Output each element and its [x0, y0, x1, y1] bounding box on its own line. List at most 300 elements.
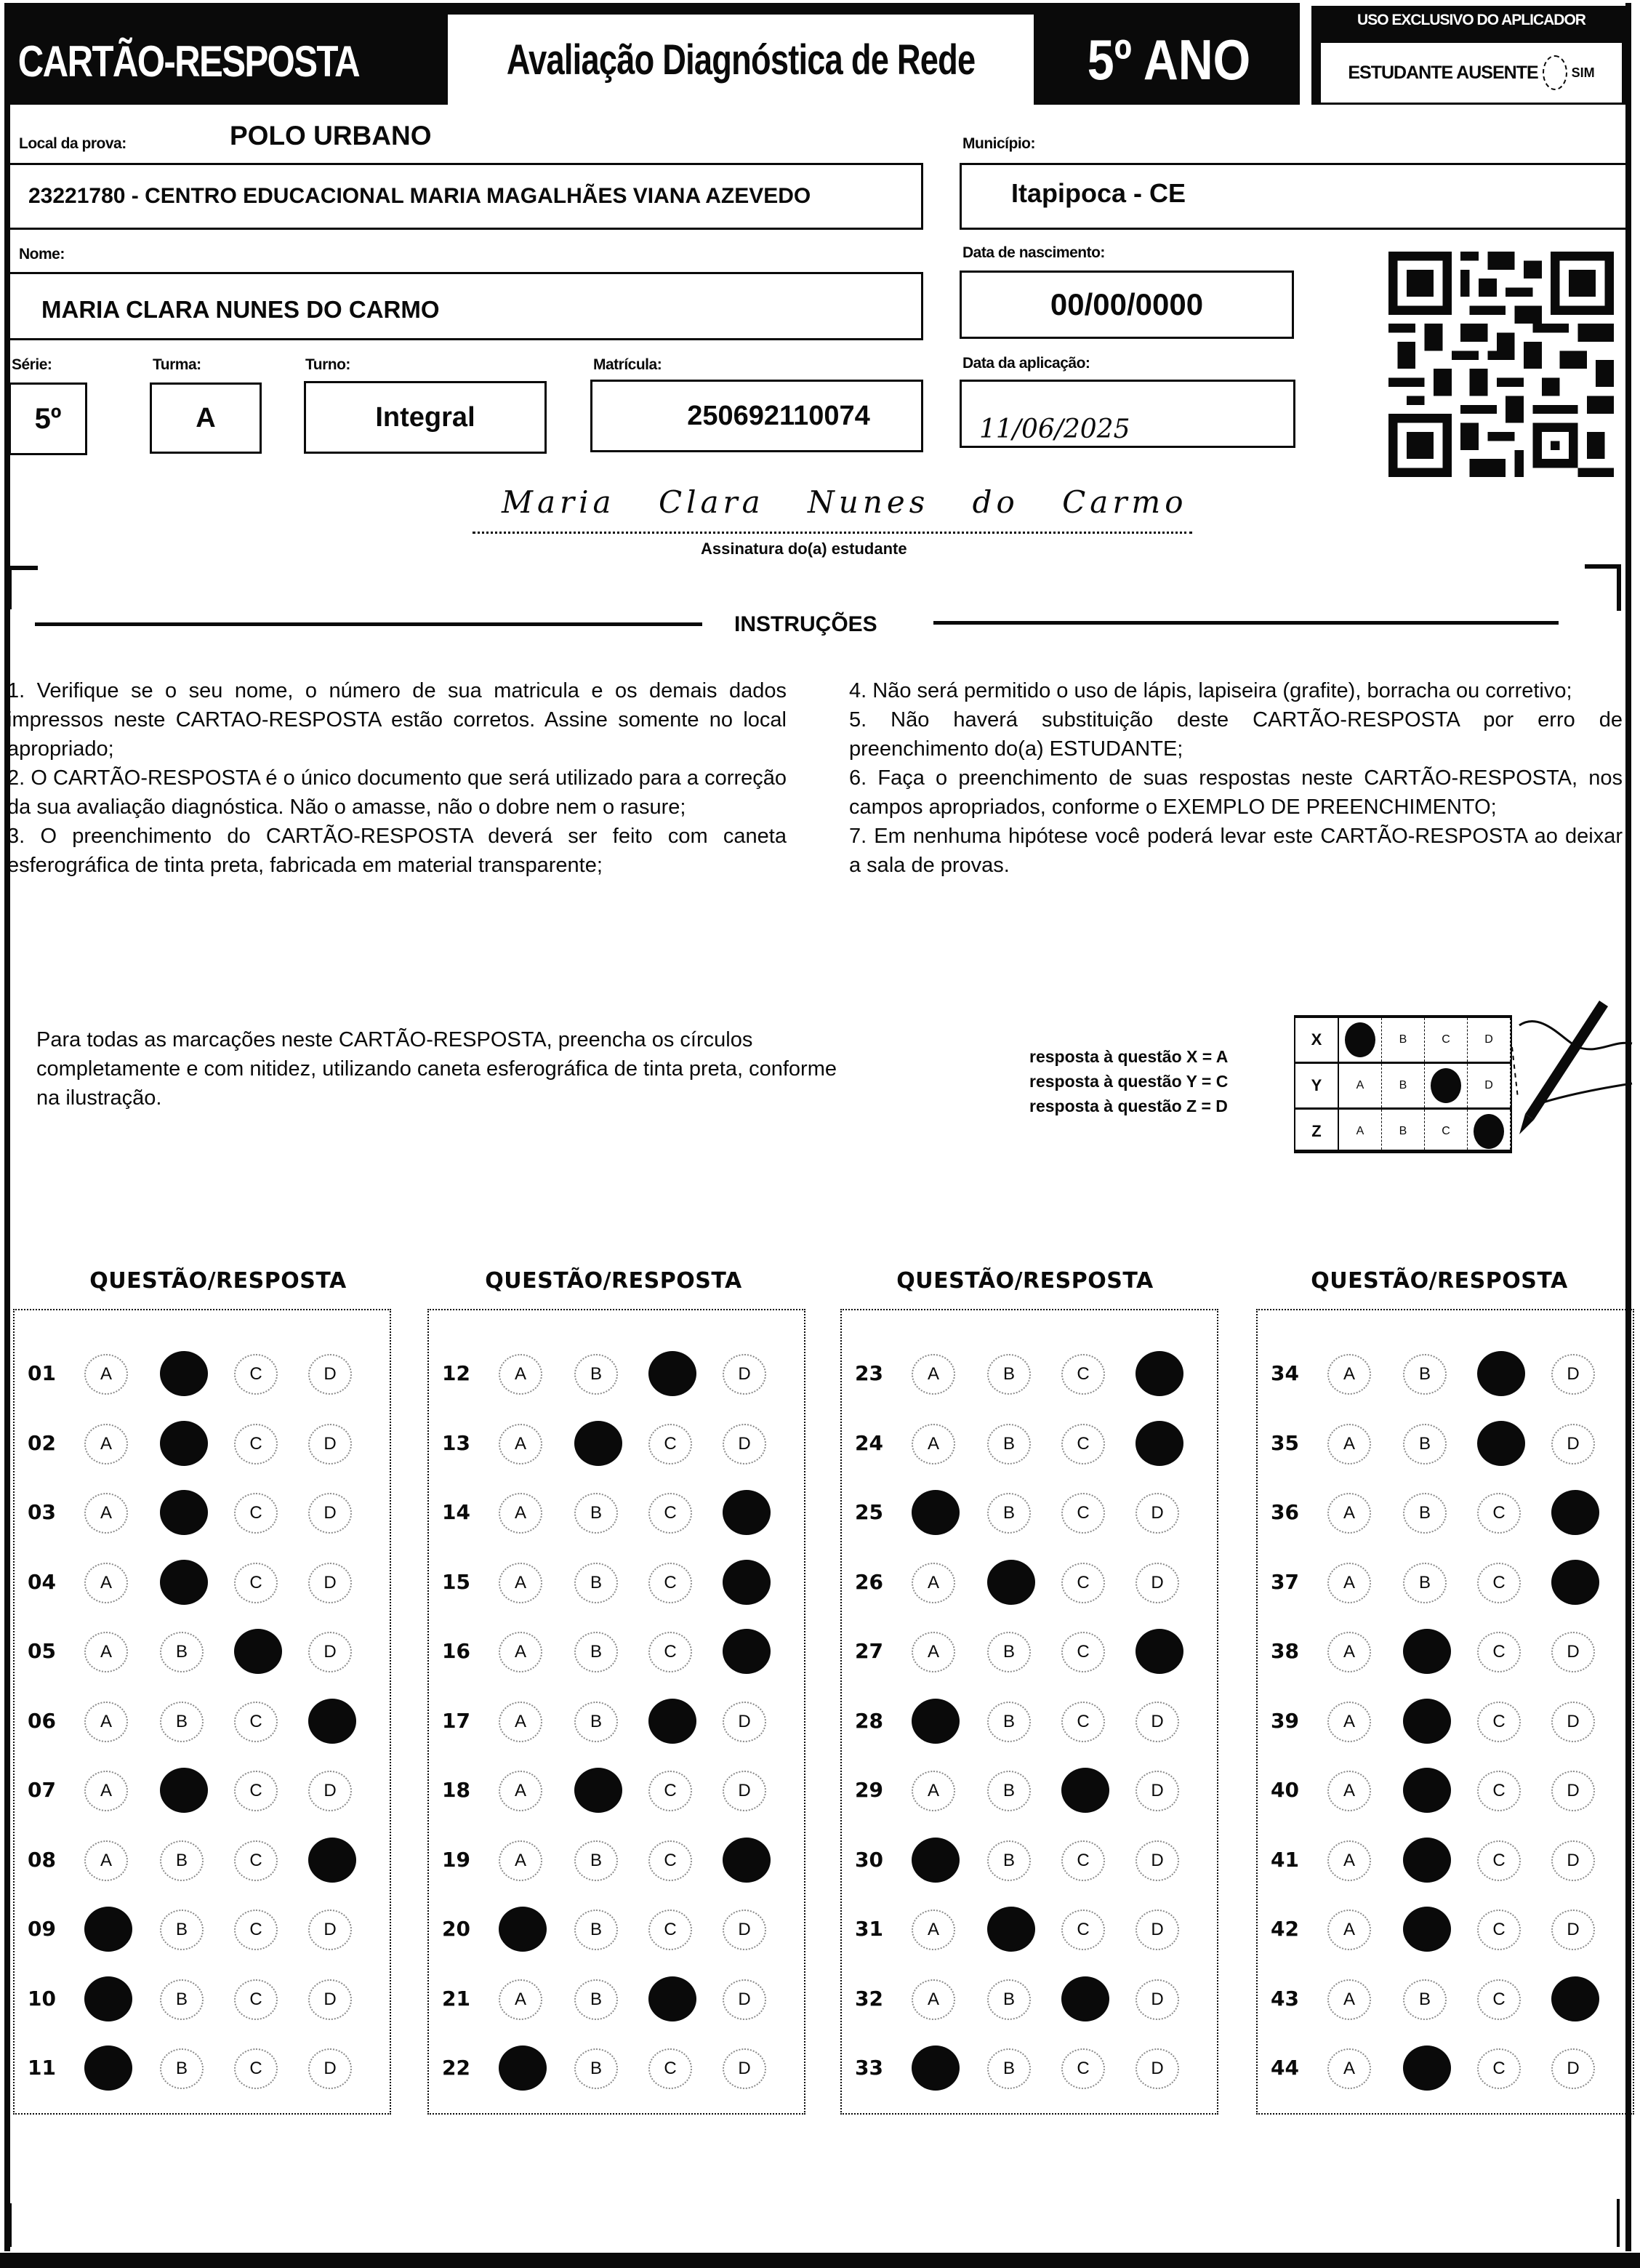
answer-bubble[interactable]: B	[574, 1840, 618, 1881]
instructions-right	[849, 676, 1623, 880]
answer-row	[429, 1902, 804, 1960]
answer-bubble[interactable]: A	[912, 1632, 955, 1672]
answer-bubble[interactable]: A	[84, 1840, 128, 1881]
question-number: 27	[855, 1639, 883, 1663]
answer-bubble-filled[interactable]	[648, 1976, 696, 2021]
answer-bubble-filled[interactable]	[1403, 1907, 1451, 1952]
local-value: POLO URBANO	[230, 121, 432, 151]
answer-bubble-filled[interactable]	[1551, 1976, 1599, 2021]
answer-bubble[interactable]: C	[1061, 1840, 1105, 1881]
answer-bubble[interactable]: B	[574, 2048, 618, 2089]
example-question-label: Y	[1295, 1064, 1339, 1107]
question-number: 40	[1271, 1778, 1299, 1802]
answer-bubble[interactable]: C	[648, 1840, 692, 1881]
answer-row	[842, 1486, 1217, 1544]
answer-bubble-filled[interactable]	[723, 1560, 771, 1605]
answer-bubble-filled[interactable]	[308, 1838, 356, 1883]
question-number: 39	[1271, 1708, 1299, 1733]
answer-bubble[interactable]: D	[1135, 1979, 1179, 2020]
answer-bubble[interactable]: D	[1551, 2048, 1595, 2089]
answer-bubble[interactable]: A	[499, 1354, 542, 1395]
answer-bubble[interactable]: D	[1135, 1702, 1179, 1742]
answer-bubble[interactable]: C	[234, 1563, 278, 1603]
answer-bubble[interactable]: D	[1551, 1632, 1595, 1672]
answer-bubble[interactable]: B	[160, 1910, 204, 1950]
answer-bubble[interactable]: C	[1061, 1424, 1105, 1464]
answer-bubble[interactable]: B	[160, 1840, 204, 1881]
instructions-rule-left	[35, 622, 702, 626]
pen-hand-icon	[1490, 996, 1636, 1163]
question-number: 44	[1271, 2056, 1299, 2080]
answer-row	[842, 2041, 1217, 2099]
answer-bubble[interactable]: D	[723, 1979, 766, 2020]
nascimento-value: 00/00/0000	[1050, 287, 1204, 321]
question-number: 12	[442, 1361, 470, 1385]
answer-bubble[interactable]: D	[308, 1493, 352, 1534]
answer-bubble[interactable]: C	[648, 1493, 692, 1534]
answer-bubble[interactable]: D	[308, 2048, 352, 2089]
answer-bubble[interactable]: D	[308, 1771, 352, 1811]
answer-bubble[interactable]: C	[234, 1354, 278, 1395]
answer-bubble[interactable]: B	[574, 1979, 618, 2020]
matricula-label: Matrícula:	[593, 356, 662, 373]
answer-bubble-filled[interactable]	[1403, 1629, 1451, 1674]
serie-label: Série:	[12, 356, 52, 373]
answer-bubble[interactable]: D	[308, 1910, 352, 1950]
answer-row	[15, 1833, 390, 1891]
answers-column-header: QUESTÃO/RESPOSTA	[1311, 1268, 1568, 1294]
answer-bubble[interactable]: C	[1061, 1354, 1105, 1395]
answer-bubble[interactable]: D	[723, 1354, 766, 1395]
answer-row	[15, 2041, 390, 2099]
answer-bubble-filled[interactable]	[912, 1699, 960, 1744]
answer-bubble[interactable]: D	[1551, 1354, 1595, 1395]
header-bar	[6, 3, 1300, 105]
instruction-item: 7. Em nenhuma hipótese você poderá levar este CARTÃO-RESPOSTA ao deixar a sala de provas.	[849, 825, 1623, 877]
answer-bubble-filled[interactable]	[574, 1421, 622, 1466]
answer-bubble[interactable]: B	[160, 1702, 204, 1742]
question-number: 20	[442, 1917, 470, 1941]
qr-code-icon	[1388, 252, 1614, 477]
example-option: B	[1382, 1018, 1425, 1062]
answer-bubble[interactable]: A	[1327, 1979, 1371, 2020]
answer-bubble[interactable]: C	[234, 2048, 278, 2089]
answer-bubble[interactable]: B	[574, 1910, 618, 1950]
answer-bubble[interactable]: A	[499, 1979, 542, 2020]
answer-bubble[interactable]: C	[1477, 1979, 1521, 2020]
answer-bubble[interactable]: D	[1551, 1424, 1595, 1464]
question-number: 02	[28, 1430, 56, 1455]
answer-bubble[interactable]: C	[1477, 1702, 1521, 1742]
answer-bubble-filled[interactable]	[160, 1768, 208, 1813]
instructions-rule-right	[933, 621, 1559, 625]
answer-bubble[interactable]: B	[574, 1632, 618, 1672]
answer-bubble[interactable]: A	[912, 1354, 955, 1395]
answer-bubble[interactable]: D	[723, 1910, 766, 1950]
answer-bubble-filled[interactable]	[1403, 1699, 1451, 1744]
example-row	[1295, 1064, 1511, 1110]
answers-column-4	[1256, 1309, 1634, 2115]
answer-bubble[interactable]: A	[912, 1563, 955, 1603]
exam-title: Avaliação Diagnóstica de Rede	[506, 36, 976, 84]
nome-field	[7, 272, 923, 340]
answer-bubble[interactable]: A	[84, 1493, 128, 1534]
answer-bubble[interactable]: C	[1061, 2048, 1105, 2089]
question-number: 06	[28, 1708, 56, 1733]
answer-bubble[interactable]: A	[1327, 1493, 1371, 1534]
answer-bubble[interactable]: C	[648, 1771, 692, 1811]
answer-bubble[interactable]: B	[1403, 1424, 1447, 1464]
answer-row	[429, 1763, 804, 1822]
answer-bubble-filled[interactable]	[1403, 2045, 1451, 2091]
answer-bubble[interactable]: A	[912, 1910, 955, 1950]
question-number: 04	[28, 1569, 56, 1594]
aplicacao-value: 11/06/2025	[979, 414, 1130, 444]
answer-bubble-filled[interactable]	[84, 2045, 132, 2091]
question-number: 38	[1271, 1639, 1299, 1663]
answer-bubble-filled[interactable]	[912, 1838, 960, 1883]
question-number: 37	[1271, 1569, 1299, 1594]
answer-row	[15, 1694, 390, 1752]
serie-field	[9, 382, 87, 455]
answer-bubble-filled[interactable]	[1135, 1351, 1183, 1396]
answer-bubble[interactable]: B	[1403, 1979, 1447, 2020]
answer-bubble-filled[interactable]	[912, 1490, 960, 1535]
question-number: 18	[442, 1778, 470, 1802]
answer-bubble-filled[interactable]	[499, 1907, 547, 1952]
answer-bubble[interactable]: B	[574, 1493, 618, 1534]
answer-bubble[interactable]: C	[1477, 1632, 1521, 1672]
header-gap	[1300, 3, 1311, 105]
answer-bubble[interactable]: B	[1403, 1493, 1447, 1534]
question-number: 17	[442, 1708, 470, 1733]
answer-bubble[interactable]: A	[84, 1702, 128, 1742]
question-number: 34	[1271, 1361, 1299, 1385]
question-number: 41	[1271, 1847, 1299, 1872]
answer-bubble[interactable]: C	[648, 1910, 692, 1950]
answer-bubble[interactable]: C	[234, 1702, 278, 1742]
answer-bubble[interactable]: C	[1061, 1910, 1105, 1950]
answer-bubble[interactable]: A	[1327, 1632, 1371, 1672]
answer-bubble-filled[interactable]	[160, 1490, 208, 1535]
answer-bubble[interactable]: A	[499, 1632, 542, 1672]
signature-handwriting: Maria Clara Nunes do Carmo	[502, 484, 1188, 520]
answer-bubble[interactable]: D	[1551, 1840, 1595, 1881]
answer-bubble[interactable]: B	[574, 1563, 618, 1603]
answer-bubble[interactable]: A	[1327, 1910, 1371, 1950]
answer-bubble[interactable]: B	[987, 1493, 1031, 1534]
answer-bubble[interactable]: D	[1551, 1771, 1595, 1811]
answer-bubble[interactable]: D	[1135, 1563, 1179, 1603]
question-number: 29	[855, 1778, 883, 1802]
question-number: 21	[442, 1986, 470, 2011]
answer-row	[1258, 1624, 1633, 1683]
answer-bubble[interactable]: C	[648, 1424, 692, 1464]
answer-bubble[interactable]: C	[1061, 1632, 1105, 1672]
answer-bubble[interactable]: B	[1403, 1354, 1447, 1395]
answer-bubble[interactable]: A	[84, 1563, 128, 1603]
matricula-value: 250692110074	[687, 400, 870, 431]
answer-bubble-filled[interactable]	[1135, 1629, 1183, 1674]
answer-bubble[interactable]: A	[1327, 1424, 1371, 1464]
instructions-title: INSTRUÇÕES	[734, 612, 877, 636]
answer-bubble[interactable]: D	[308, 1354, 352, 1395]
answers-column-3	[840, 1309, 1218, 2115]
answer-bubble[interactable]: B	[987, 1424, 1031, 1464]
aplicacao-field[interactable]	[960, 380, 1295, 448]
answer-row	[842, 1763, 1217, 1822]
exam-title-box	[448, 15, 1034, 105]
answers-column-1	[13, 1309, 391, 2115]
example-label: resposta à questão Y = C	[1029, 1072, 1229, 1091]
answer-bubble[interactable]: A	[912, 1771, 955, 1811]
example-option: A	[1339, 1110, 1382, 1153]
answer-bubble-filled[interactable]	[160, 1560, 208, 1605]
answer-bubble-filled[interactable]	[160, 1351, 208, 1396]
example-label: resposta à questão Z = D	[1029, 1097, 1228, 1115]
answer-bubble[interactable]: C	[1477, 1563, 1521, 1603]
answer-bubble-filled[interactable]	[1551, 1490, 1599, 1535]
answer-bubble[interactable]: D	[308, 1979, 352, 2020]
instruction-item: 1. Verifique se o seu nome, o número de sua matricula e os demais dados impressos neste CARTAO-RESPOSTA estão corretos. Assine somente no local apropriado;	[7, 679, 787, 761]
answer-bubble[interactable]: C	[1061, 1702, 1105, 1742]
answer-bubble[interactable]: A	[912, 1424, 955, 1464]
answer-bubble-filled[interactable]	[234, 1629, 282, 1674]
question-number: 24	[855, 1430, 883, 1455]
example-labels	[1029, 1044, 1228, 1118]
question-number: 01	[28, 1361, 56, 1385]
answer-bubble[interactable]: A	[1327, 1702, 1371, 1742]
answer-row	[429, 1694, 804, 1752]
answer-bubble-filled[interactable]	[648, 1699, 696, 1744]
answer-row	[842, 1417, 1217, 1475]
answer-bubble[interactable]: D	[723, 2048, 766, 2089]
answer-bubble[interactable]: C	[1061, 1493, 1105, 1534]
question-number: 05	[28, 1639, 56, 1663]
answer-bubble[interactable]: C	[234, 1840, 278, 1881]
answer-bubble-filled[interactable]	[160, 1421, 208, 1466]
card-title: CARTÃO-RESPOSTA	[17, 36, 360, 86]
answers-column-header: QUESTÃO/RESPOSTA	[89, 1268, 347, 1294]
answer-bubble-filled[interactable]	[84, 1907, 132, 1952]
answer-bubble[interactable]: A	[84, 1771, 128, 1811]
corner-mark-bottom-right	[1614, 2199, 1620, 2247]
answer-bubble[interactable]: C	[648, 2048, 692, 2089]
answer-bubble[interactable]: A	[1327, 1840, 1371, 1881]
question-number: 28	[855, 1708, 883, 1733]
answer-bubble-filled[interactable]	[499, 2045, 547, 2091]
answer-bubble[interactable]: D	[1551, 1910, 1595, 1950]
answer-bubble[interactable]: A	[1327, 2048, 1371, 2089]
serie-value: 5º	[34, 402, 62, 435]
answer-row	[15, 1486, 390, 1544]
answer-bubble[interactable]: C	[1477, 1910, 1521, 1950]
answer-bubble[interactable]: A	[1327, 1771, 1371, 1811]
answer-bubble[interactable]: C	[234, 1771, 278, 1811]
example-option: B	[1382, 1110, 1425, 1153]
answer-row	[1258, 1417, 1633, 1475]
question-number: 08	[28, 1847, 56, 1872]
question-number: 43	[1271, 1986, 1299, 2011]
corner-mark-top-left	[7, 566, 38, 609]
question-number: 14	[442, 1500, 470, 1524]
answer-bubble[interactable]: B	[574, 1702, 618, 1742]
example-question-label: X	[1295, 1018, 1339, 1062]
answer-bubble-filled[interactable]	[987, 1560, 1035, 1605]
turno-label: Turno:	[305, 356, 350, 373]
answer-bubble-filled[interactable]	[723, 1490, 771, 1535]
answer-row	[842, 1624, 1217, 1683]
answer-bubble-filled[interactable]	[723, 1838, 771, 1883]
question-number: 03	[28, 1500, 56, 1524]
question-number: 31	[855, 1917, 883, 1941]
answer-bubble-filled[interactable]	[987, 1907, 1035, 1952]
answer-bubble[interactable]: A	[499, 1563, 542, 1603]
answer-bubble-filled[interactable]	[1477, 1351, 1525, 1396]
answer-bubble[interactable]: A	[499, 1771, 542, 1811]
question-number: 35	[1271, 1430, 1299, 1455]
answer-bubble-filled[interactable]	[1061, 1976, 1109, 2021]
example-row	[1295, 1018, 1511, 1064]
answer-bubble[interactable]: A	[499, 1702, 542, 1742]
nome-value: MARIA CLARA NUNES DO CARMO	[41, 296, 440, 323]
example-question-label: Z	[1295, 1110, 1339, 1153]
answer-bubble[interactable]: A	[84, 1354, 128, 1395]
answer-row	[1258, 1833, 1633, 1891]
answer-bubble[interactable]: C	[648, 1632, 692, 1672]
answer-bubble[interactable]: B	[160, 2048, 204, 2089]
answer-bubble[interactable]: C	[1477, 1771, 1521, 1811]
example-option: C	[1425, 1018, 1468, 1062]
aplicacao-label: Data da aplicação:	[962, 355, 1090, 372]
answer-bubble[interactable]: C	[648, 1563, 692, 1603]
answer-bubble[interactable]: B	[987, 2048, 1031, 2089]
turma-value: A	[196, 402, 216, 433]
answer-bubble[interactable]: C	[234, 1493, 278, 1534]
answer-bubble[interactable]: A	[499, 1424, 542, 1464]
answer-row	[842, 1972, 1217, 2030]
absent-field	[1319, 41, 1624, 105]
answer-bubble[interactable]: C	[234, 1424, 278, 1464]
local-label: Local da prova:	[19, 135, 126, 152]
answer-bubble-filled[interactable]	[1403, 1768, 1451, 1813]
answer-bubble-filled[interactable]	[1551, 1560, 1599, 1605]
answer-bubble-filled[interactable]	[308, 1699, 356, 1744]
answer-row	[15, 1555, 390, 1614]
corner-mark-bottom-left	[9, 2203, 15, 2247]
answer-bubble[interactable]: D	[1551, 1702, 1595, 1742]
fill-instruction-note: Para todas as marcações neste CARTÃO-RESPOSTA, preencha os círculos completamente e com nitidez, utilizando caneta esferográfica de tinta preta, conforme na ilustração.	[36, 1028, 837, 1110]
answer-bubble[interactable]: C	[1061, 1563, 1105, 1603]
answer-bubble-filled[interactable]	[1403, 1838, 1451, 1883]
answer-bubble[interactable]: C	[1477, 1493, 1521, 1534]
example-option: D	[1468, 1064, 1511, 1107]
answer-bubble[interactable]: D	[723, 1771, 766, 1811]
answer-bubble[interactable]: C	[234, 1979, 278, 2020]
answer-bubble[interactable]: D	[723, 1702, 766, 1742]
answer-bubble-filled[interactable]	[723, 1629, 771, 1674]
instruction-item: 4. Não será permitido o uso de lápis, lapiseira (grafite), borracha ou corretivo;	[849, 679, 1572, 702]
answer-bubble-filled[interactable]	[1135, 1421, 1183, 1466]
answer-bubble-filled[interactable]	[912, 2045, 960, 2091]
instruction-item: 2. O CARTÃO-RESPOSTA é o único documento que será utilizado para a correção da sua avaliação diagnóstica. Não o amasse, não o dobre nem o rasure;	[7, 766, 787, 819]
question-number: 26	[855, 1569, 883, 1594]
answer-row	[15, 1347, 390, 1405]
answer-bubble[interactable]: D	[723, 1424, 766, 1464]
corner-mark-top-right	[1585, 564, 1621, 611]
answer-bubble[interactable]: A	[84, 1424, 128, 1464]
answer-bubble[interactable]: A	[84, 1632, 128, 1672]
answer-bubble-filled[interactable]	[574, 1768, 622, 1813]
instructions-left	[7, 676, 787, 880]
answer-bubble-filled[interactable]	[1477, 1421, 1525, 1466]
answer-row	[842, 1833, 1217, 1891]
absent-bubble[interactable]	[1543, 55, 1567, 90]
nascimento-label: Data de nascimento:	[962, 244, 1105, 261]
turma-label: Turma:	[153, 356, 201, 373]
answer-row	[842, 1902, 1217, 1960]
answer-bubble[interactable]: B	[987, 1979, 1031, 2020]
absent-option-label: SIM	[1571, 65, 1595, 80]
answer-bubble[interactable]: C	[1477, 1840, 1521, 1881]
answer-bubble[interactable]: D	[1135, 1771, 1179, 1811]
answer-bubble[interactable]: B	[987, 1632, 1031, 1672]
answer-bubble[interactable]: D	[1135, 1840, 1179, 1881]
answer-bubble[interactable]: A	[1327, 1354, 1371, 1395]
answer-bubble[interactable]: B	[987, 1702, 1031, 1742]
answer-bubble[interactable]: C	[1477, 2048, 1521, 2089]
answer-bubble[interactable]: B	[987, 1354, 1031, 1395]
answer-bubble[interactable]: A	[499, 1840, 542, 1881]
answer-bubble[interactable]: D	[1135, 1910, 1179, 1950]
answer-bubble[interactable]: D	[308, 1563, 352, 1603]
question-number: 19	[442, 1847, 470, 1872]
answer-bubble-filled[interactable]	[648, 1351, 696, 1396]
answer-bubble[interactable]: B	[574, 1354, 618, 1395]
instruction-item: 3. O preenchimento do CARTÃO-RESPOSTA deverá ser feito com caneta esferográfica de tinta preta, fabricada em material transparente;	[7, 825, 787, 877]
answer-bubble[interactable]: C	[234, 1910, 278, 1950]
answer-bubble[interactable]: D	[308, 1632, 352, 1672]
answer-bubble[interactable]: B	[987, 1840, 1031, 1881]
answer-bubble-filled[interactable]	[84, 1976, 132, 2021]
answer-row	[15, 1902, 390, 1960]
school-value: 23221780 - CENTRO EDUCACIONAL MARIA MAGALHÃES VIANA AZEVEDO	[28, 184, 811, 208]
answer-bubble[interactable]: A	[1327, 1563, 1371, 1603]
answer-bubble[interactable]: D	[1135, 1493, 1179, 1534]
answer-bubble[interactable]: D	[308, 1424, 352, 1464]
example-option: A	[1339, 1064, 1382, 1107]
answer-bubble-filled[interactable]	[1061, 1768, 1109, 1813]
answer-row	[429, 1972, 804, 2030]
answer-row	[429, 1624, 804, 1683]
example-option: C	[1425, 1110, 1468, 1153]
answer-bubble[interactable]: A	[499, 1493, 542, 1534]
answer-row	[1258, 1902, 1633, 1960]
answer-bubble[interactable]: B	[160, 1979, 204, 2020]
answer-bubble[interactable]: B	[1403, 1563, 1447, 1603]
question-number: 16	[442, 1639, 470, 1663]
answer-row	[15, 1417, 390, 1475]
answer-bubble[interactable]: D	[1135, 2048, 1179, 2089]
question-number: 10	[28, 1986, 56, 2011]
question-number: 15	[442, 1569, 470, 1594]
answer-bubble[interactable]: B	[987, 1771, 1031, 1811]
question-number: 07	[28, 1778, 56, 1802]
filled-dot-icon	[1431, 1068, 1461, 1103]
answer-bubble[interactable]: A	[912, 1979, 955, 2020]
answer-bubble[interactable]: B	[160, 1632, 204, 1672]
example-option: D	[1468, 1018, 1511, 1062]
